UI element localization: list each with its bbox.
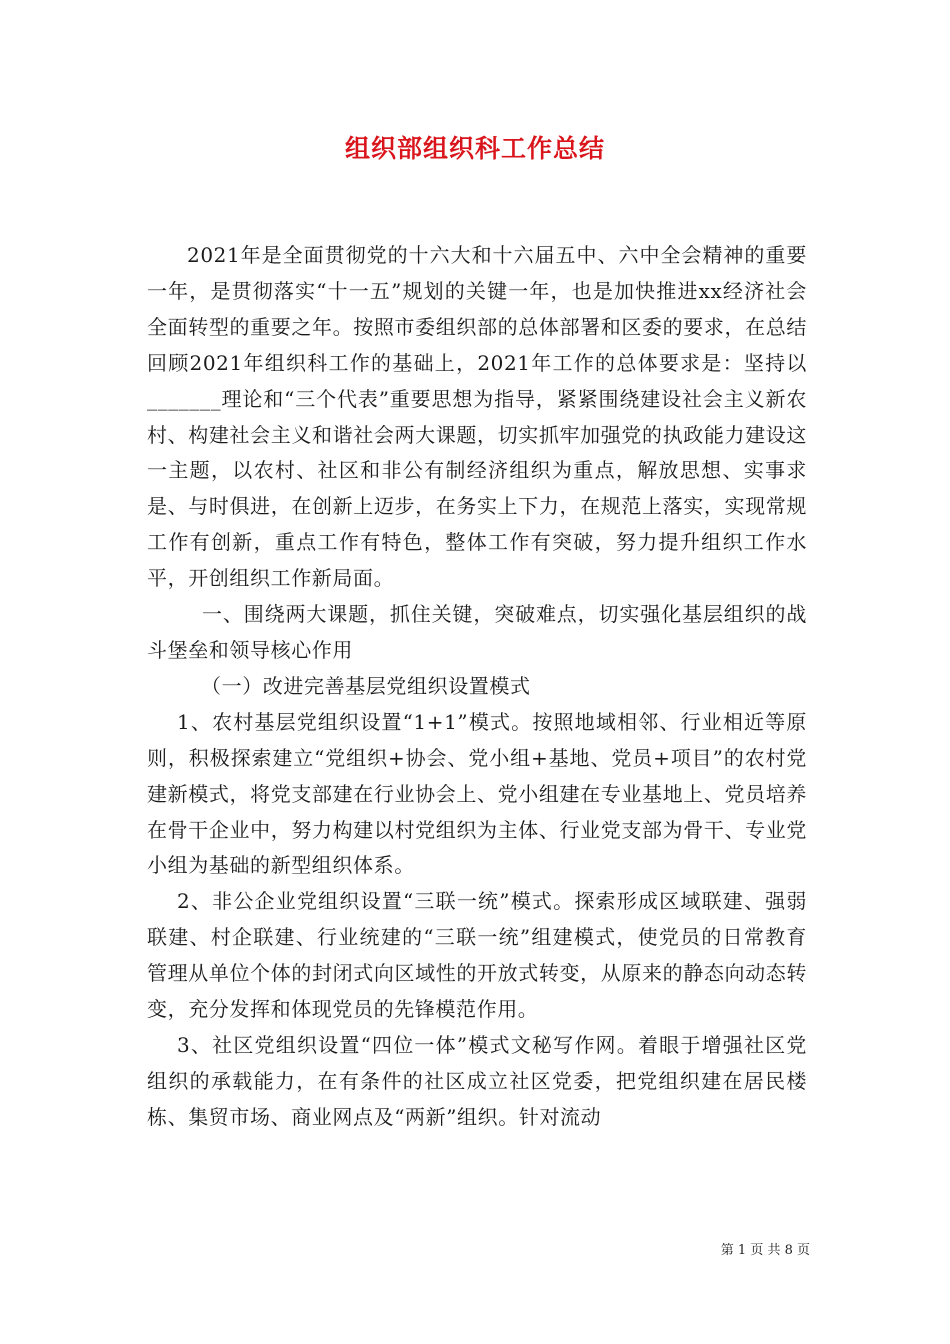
section-heading-1: 一、围绕两大课题，抓住关键，突破难点，切实强化基层组织的战斗堡垒和领导核心作用 bbox=[147, 602, 807, 662]
document-title: 组织部组织科工作总结 bbox=[344, 134, 605, 163]
document-body bbox=[147, 238, 807, 1136]
paragraph-intro: 2021年是全面贯彻党的十六大和十六届五中、六中全会精神的重要一年，是贯彻落实“十一五”规划的关键一年，也是加快推进xx经济社会全面转型的重要之年。按照市委组织部的总体部署和区委的要求，在总结回顾2021年组织科工作的基础上，2021年工作的总体要求是：坚持以_______理论和“三个代表”重要思想为指导，紧紧围绕建设社会主义新农村、构建社会主义和谐社会两大课题，切实抓牢加强党的执政能力建设这一主题，以农村、社区和非公有制经济组织为重点，解放思想、实事求是、与时俱进，在创新上迈步，在务实上下力，在规范上落实，实现常规工作有创新，重点工作有特色，整体工作有突破，努力提升组织工作水平，开创组织工作新局面。 bbox=[147, 243, 807, 591]
subsection-heading-1: （一）改进完善基层党组织设置模式 bbox=[201, 673, 531, 698]
page-number: 第 1 页 共 8 页 bbox=[720, 1243, 810, 1258]
paragraph-item-3: 3、社区党组织设置“四位一体”模式文秘写作网。着眼于增强社区党组织的承载能力，在有条件的社区成立社区党委，把党组织建在居民楼栋、集贸市场、商业网点及“两新”组织。针对流动 bbox=[147, 1032, 807, 1129]
paragraph-item-2: 2、非公企业党组织设置“三联一统”模式。探索形成区域联建、强弱联建、村企联建、行业统建的“三联一统”组建模式，使党员的日常教育管理从单位个体的封闭式向区域性的开放式转变，从原来的静态向动态转变，充分发挥和体现党员的先锋模范作用。 bbox=[147, 889, 807, 1022]
paragraph-item-1: 1、农村基层党组织设置“1+1”模式。按照地域相邻、行业相近等原则，积极探索建立“党组织+协会、党小组+基地、党员+项目”的农村党建新模式，将党支部建在行业协会上、党小组建在专业基地上、党员培养在骨干企业中，努力构建以村党组织为主体、行业党支部为骨干、专业党小组为基础的新型组织体系。 bbox=[147, 709, 807, 878]
